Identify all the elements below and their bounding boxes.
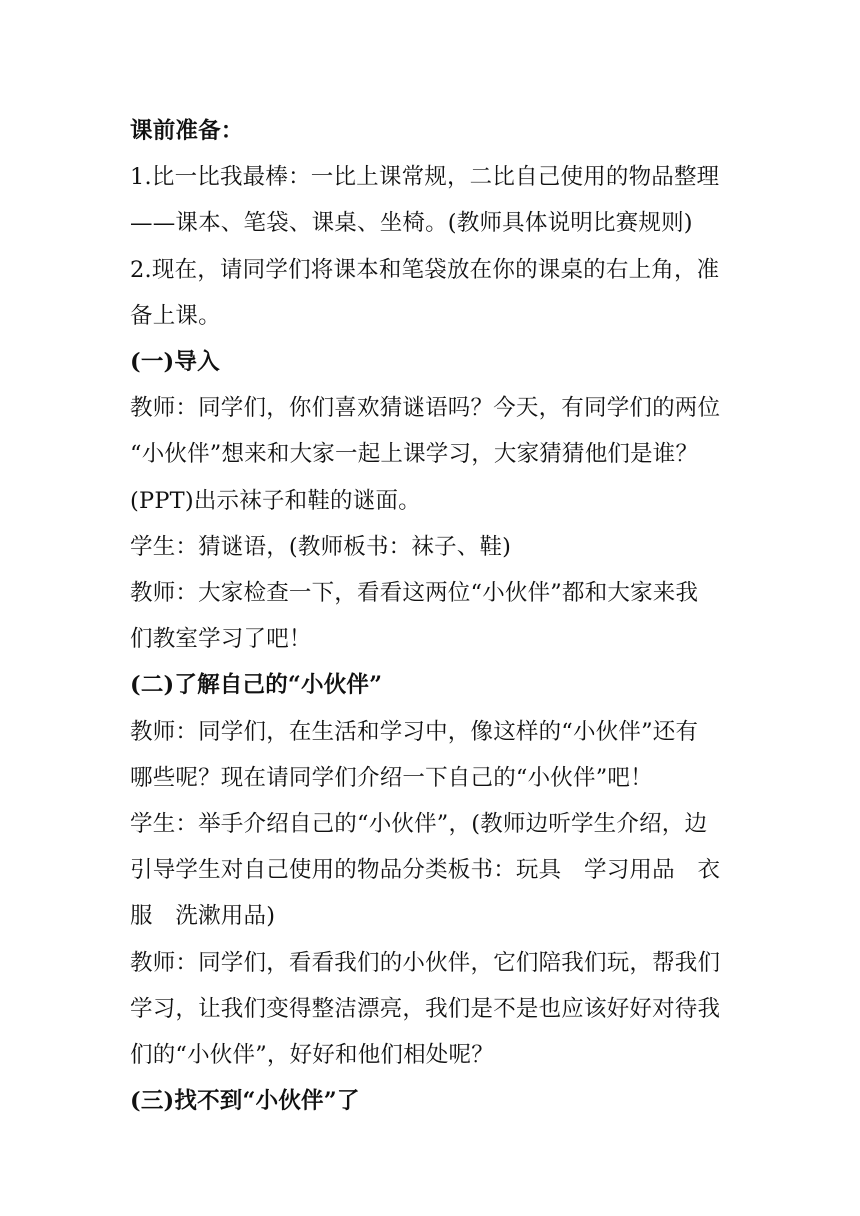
paragraph-line: 备上课。 xyxy=(130,302,221,329)
paragraph-line: 教师：同学们，看看我们的小伙伴，它们陪我们玩，帮我们 xyxy=(130,949,721,976)
paragraph-line: 2.现在，请同学们将课本和笔袋放在你的课桌的右上角，准 xyxy=(130,256,720,283)
paragraph-line: 们的“小伙伴”，好好和他们相处呢？ xyxy=(130,1042,494,1069)
section-title-intro: (一)导入 xyxy=(130,349,220,376)
paragraph-line: 学生：举手介绍自己的“小伙伴”，(教师边听学生介绍，边 xyxy=(130,811,708,838)
paragraph-line: 引导学生对自己使用的物品分类板书：玩具 学习用品 衣 xyxy=(130,857,721,884)
paragraph-line: 教师：大家检查一下，看看这两位“小伙伴”都和大家来我 xyxy=(130,580,699,607)
paragraph-line: “小伙伴”想来和大家一起上课学习，大家猜猜他们是谁？ xyxy=(130,441,699,468)
paragraph-line: 哪些呢？现在请同学们介绍一下自己的“小伙伴”吧！ xyxy=(130,764,653,791)
paragraph-line: 教师：同学们，在生活和学习中，像这样的“小伙伴”还有 xyxy=(130,718,699,745)
section-title-prep: 课前准备： xyxy=(130,118,244,144)
section-title-missing: (三)找不到“小伙伴”了 xyxy=(130,1088,360,1115)
paragraph-line: 学生：猜谜语，(教师板书：袜子、鞋) xyxy=(130,533,512,560)
paragraph-line: 学习，让我们变得整洁漂亮，我们是不是也应该好好对待我 xyxy=(130,995,721,1022)
paragraph-line: 1.比一比我最棒：一比上课常规，二比自己使用的物品整理 xyxy=(130,164,720,191)
paragraph-line: (PPT)出示袜子和鞋的谜面。 xyxy=(130,487,421,514)
document-page xyxy=(130,108,734,1124)
paragraph-line: 们教室学习了吧！ xyxy=(130,626,312,653)
paragraph-line: 服 洗漱用品) xyxy=(130,903,276,930)
section-title-understand: (二)了解自己的“小伙伴” xyxy=(130,672,383,699)
paragraph-line: ——课本、笔袋、课桌、坐椅。(教师具体说明比赛规则) xyxy=(130,210,693,237)
paragraph-line: 教师：同学们，你们喜欢猜谜语吗？今天，有同学们的两位 xyxy=(130,395,721,422)
